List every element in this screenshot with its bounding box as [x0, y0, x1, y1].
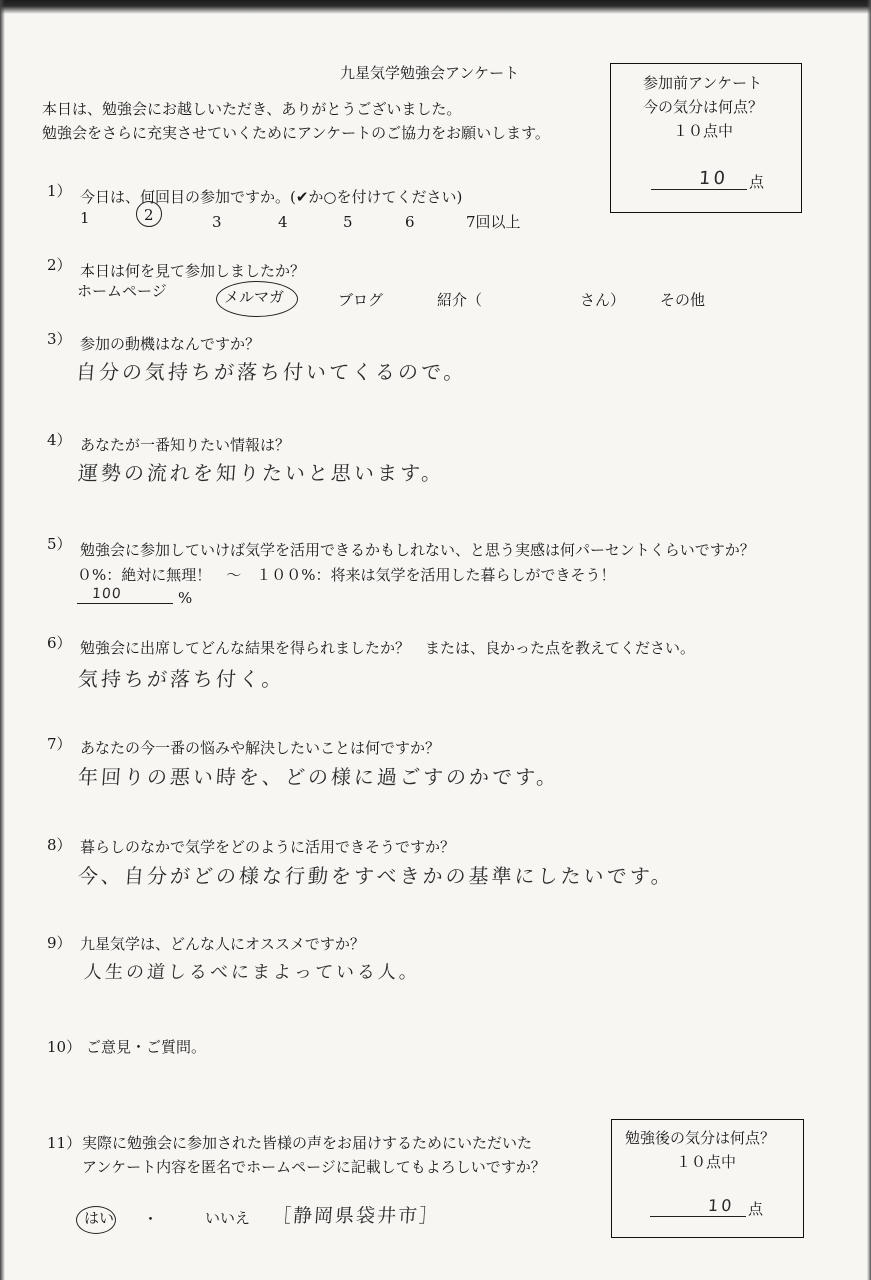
q1-option-5: 5 — [343, 213, 353, 231]
q4-text: あなたが一番知りたい情報は？ — [80, 436, 291, 454]
q11-text-1: 実際に勉強会に参加された皆様の声をお届けするためにいただいた — [82, 1134, 533, 1152]
q9-text: 九星気学は、どんな人にオススメですか？ — [80, 935, 365, 953]
q1-option-6: 6 — [405, 213, 415, 231]
q7-number: 7） — [47, 735, 72, 753]
q2-number: 2） — [47, 256, 72, 274]
q8-answer: 今、自分がどの様な行動をすべきかの基準にしたいです。 — [77, 864, 675, 888]
q1-selection-circle — [136, 201, 162, 227]
post-box-scale: １０点中 — [676, 1153, 737, 1171]
pre-box-title: 参加前アンケート — [643, 74, 763, 92]
q5-unit: % — [178, 589, 193, 607]
q1-option-7: 7回以上 — [466, 213, 521, 231]
q1-number: 1） — [47, 182, 72, 200]
q2-option-other: その他 — [660, 291, 706, 309]
q5-text: 勉強会に参加していけば気学を活用できるかもしれない、と思う実感は何パーセントくらいですか？ — [80, 541, 755, 559]
q11-separator: ・ — [143, 1210, 159, 1228]
pre-score-unit: 点 — [749, 173, 765, 191]
q11-option-no: いいえ — [205, 1209, 251, 1227]
scan-left-edge — [0, 0, 5, 1280]
q1-option-2: 2 — [144, 206, 154, 224]
q2-option-blog: ブログ — [338, 291, 384, 309]
q11-location: ［静岡県袋井市］ — [271, 1205, 441, 1227]
q8-number: 8） — [47, 836, 72, 854]
q10-text: ご意見・ご質問。 — [86, 1038, 207, 1056]
q5-answer: 100 — [91, 586, 123, 602]
q5-answer-line — [77, 603, 173, 604]
page-title: 九星気学勉強会アンケート — [340, 64, 520, 82]
scan-top-edge — [0, 0, 871, 14]
pre-survey-box — [610, 63, 802, 213]
pre-box-question: 今の気分は何点？ — [643, 98, 764, 116]
q11-option-yes: はい — [84, 1209, 115, 1227]
q9-answer: 人生の道しるべにまよっている人。 — [83, 962, 421, 983]
q11-text-2: アンケート内容を匿名でホームページに記載してもよろしいですか？ — [82, 1158, 546, 1176]
post-score-value: 10 — [707, 1196, 736, 1215]
post-score-line — [650, 1216, 746, 1217]
q1-option-3: 3 — [212, 213, 222, 231]
q11-selection-circle — [76, 1206, 116, 1234]
scan-right-edge — [867, 0, 871, 1280]
post-score-unit: 点 — [748, 1200, 764, 1218]
q6-text: 勉強会に出席してどんな結果を得られましたか？ または、良かった点を教えてください。 — [80, 639, 696, 657]
q7-text: あなたの今一番の悩みや解決したいことは何ですか？ — [80, 739, 441, 757]
q4-answer: 運勢の流れを知りたいと思います。 — [77, 461, 446, 485]
q1-text: 今日は、何回目の参加ですか。(✔か○を付けてください) — [80, 188, 463, 206]
pre-score-line — [651, 189, 747, 190]
q4-number: 4） — [47, 431, 72, 449]
q1-option-1: 1 — [80, 209, 90, 227]
q3-text: 参加の動機はなんですか？ — [80, 335, 261, 353]
q10-number: 10） — [47, 1038, 82, 1056]
pre-box-scale: １０点中 — [673, 122, 734, 140]
pre-score-value: 10 — [698, 168, 729, 189]
q5-number: 5） — [47, 535, 72, 553]
q2-option-mailmag: メルマガ — [224, 288, 285, 306]
q7-answer: 年回りの悪い時を、どの様に過ごすのかです。 — [77, 765, 561, 789]
q5-scale: ０%：絶対に無理！ ～ １００%：将来は気学を活用した暮らしができそう！ — [77, 566, 616, 584]
q3-number: 3） — [47, 330, 72, 348]
q3-answer: 自分の気持ちが落ち付いてくるので。 — [75, 360, 468, 384]
q2-option-homepage: ホームページ — [77, 282, 167, 300]
post-box-question: 勉強後の気分は何点？ — [625, 1129, 776, 1147]
q11-number: 11） — [47, 1134, 82, 1152]
q6-number: 6） — [47, 634, 72, 652]
intro-line-2: 勉強会をさらに充実させていくためにアンケートのご協力をお願いします。 — [42, 124, 550, 142]
q1-option-4: 4 — [278, 213, 288, 231]
post-survey-box — [611, 1119, 804, 1238]
q2-option-referral-suffix: さん） — [580, 291, 626, 309]
q2-option-referral: 紹介（ — [437, 291, 483, 309]
q6-answer: 気持ちが落ち付く。 — [77, 667, 286, 691]
q2-text: 本日は何を見て参加しましたか？ — [80, 262, 306, 280]
q8-text: 暮らしのなかで気学をどのように活用できそうですか？ — [80, 838, 456, 856]
intro-line-1: 本日は、勉強会にお越しいただき、ありがとうございました。 — [42, 100, 462, 118]
q2-selection-circle — [216, 281, 298, 317]
q9-number: 9） — [47, 934, 72, 952]
